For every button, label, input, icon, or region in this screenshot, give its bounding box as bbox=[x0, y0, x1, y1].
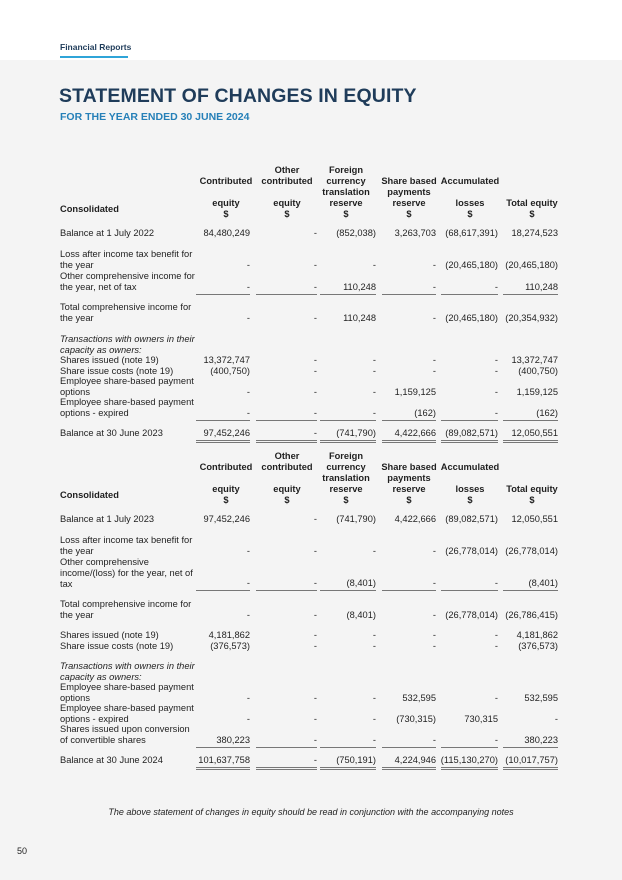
cell-value: - bbox=[494, 578, 498, 588]
cell-value: (741,790) bbox=[336, 428, 376, 438]
column-header-line: currency bbox=[326, 176, 366, 186]
cell-value: - bbox=[313, 428, 317, 438]
consolidated-label: Consolidated bbox=[60, 204, 119, 214]
cell-value: (20,465,180) bbox=[445, 313, 498, 323]
cell-value: - bbox=[313, 313, 317, 323]
row-label: Shares issued (note 19) bbox=[60, 630, 159, 640]
subtotal-rule bbox=[503, 590, 558, 591]
cell-value: (400,750) bbox=[518, 366, 558, 376]
column-header-line: $ bbox=[223, 209, 229, 219]
cell-value: (26,778,014) bbox=[505, 546, 558, 556]
cell-value: - bbox=[372, 366, 376, 376]
subtotal-rule bbox=[441, 590, 498, 591]
total-double-rule bbox=[320, 440, 376, 444]
total-double-rule bbox=[503, 767, 558, 771]
cell-value: - bbox=[313, 387, 317, 397]
cell-value: - bbox=[372, 714, 376, 724]
column-header-line: contributed bbox=[261, 176, 313, 186]
cell-value: - bbox=[372, 630, 376, 640]
cell-value: - bbox=[313, 714, 317, 724]
cell-value: 101,637,758 bbox=[198, 755, 250, 765]
row-label: Total comprehensive income for the year bbox=[60, 302, 192, 323]
total-double-rule bbox=[382, 440, 436, 444]
column-header-line: Other bbox=[274, 165, 300, 175]
page-number: 50 bbox=[17, 846, 28, 856]
subtotal-rule bbox=[256, 590, 317, 591]
cell-value: - bbox=[432, 630, 436, 640]
subtotal-rule bbox=[382, 747, 436, 748]
total-double-rule bbox=[256, 767, 317, 771]
cell-value: - bbox=[432, 641, 436, 651]
cell-value: - bbox=[246, 260, 250, 270]
cell-value: 1,159,125 bbox=[394, 387, 436, 397]
page-subtitle: FOR THE YEAR ENDED 30 JUNE 2024 bbox=[60, 111, 250, 123]
cell-value: - bbox=[432, 546, 436, 556]
subtotal-rule bbox=[196, 747, 250, 748]
consolidated-label: Consolidated bbox=[60, 490, 119, 500]
cell-value: - bbox=[246, 313, 250, 323]
cell-value: 532,595 bbox=[402, 693, 436, 703]
total-double-rule bbox=[441, 440, 498, 444]
cell-value: (115,130,270) bbox=[440, 755, 498, 765]
cell-value: 3,263,703 bbox=[394, 228, 436, 238]
column-header-line: reserve bbox=[329, 484, 363, 494]
column-header-line: equity bbox=[273, 484, 301, 494]
column-header-line: Contributed bbox=[199, 176, 253, 186]
subtotal-rule bbox=[320, 420, 376, 421]
row-label: Employee share-based payment options - expired bbox=[60, 397, 194, 418]
subtotal-rule bbox=[320, 747, 376, 748]
cell-value: - bbox=[494, 366, 498, 376]
cell-value: - bbox=[313, 355, 317, 365]
subtotal-rule bbox=[503, 420, 558, 421]
cell-value: (750,191) bbox=[336, 755, 376, 765]
cell-value: (400,750) bbox=[210, 366, 250, 376]
cell-value: - bbox=[313, 693, 317, 703]
column-header-line: translation bbox=[322, 473, 370, 483]
total-double-rule bbox=[441, 767, 498, 771]
subtotal-rule bbox=[256, 294, 317, 295]
column-header-line: $ bbox=[467, 495, 473, 505]
cell-value: - bbox=[432, 366, 436, 376]
cell-value: (8,401) bbox=[528, 578, 558, 588]
row-label: Employee share-based payment options bbox=[60, 682, 194, 703]
row-label: Shares issued (note 19) bbox=[60, 355, 159, 365]
column-header-line: contributed bbox=[261, 462, 313, 472]
column-header-line: $ bbox=[223, 495, 229, 505]
cell-value: 12,050,551 bbox=[511, 514, 558, 524]
subtotal-rule bbox=[382, 420, 436, 421]
subtotal-rule bbox=[382, 294, 436, 295]
cell-value: (376,573) bbox=[518, 641, 558, 651]
cell-value: - bbox=[313, 546, 317, 556]
subtotal-rule bbox=[320, 590, 376, 591]
cell-value: - bbox=[432, 578, 436, 588]
cell-value: - bbox=[246, 714, 250, 724]
column-header-line: $ bbox=[529, 495, 535, 505]
cell-value: 13,372,747 bbox=[203, 355, 250, 365]
cell-value: 84,480,249 bbox=[203, 228, 250, 238]
cell-value: - bbox=[313, 630, 317, 640]
column-header-line: currency bbox=[326, 462, 366, 472]
cell-value: - bbox=[372, 355, 376, 365]
column-header-line: Other bbox=[274, 451, 300, 461]
column-header-line: $ bbox=[284, 495, 290, 505]
cell-value: (8,401) bbox=[346, 610, 376, 620]
column-header-line: translation bbox=[322, 187, 370, 197]
column-header-line: reserve bbox=[392, 484, 426, 494]
cell-value: 97,452,246 bbox=[203, 428, 250, 438]
cell-value: (89,082,571) bbox=[445, 514, 498, 524]
total-double-rule bbox=[382, 767, 436, 771]
cell-value: - bbox=[432, 735, 436, 745]
subtotal-rule bbox=[441, 420, 498, 421]
cell-value: - bbox=[432, 282, 436, 292]
cell-value: - bbox=[246, 546, 250, 556]
cell-value: 4,422,666 bbox=[394, 428, 436, 438]
column-header-line: $ bbox=[406, 209, 412, 219]
cell-value: (20,354,932) bbox=[505, 313, 558, 323]
column-header-line: equity bbox=[212, 198, 240, 208]
subtotal-rule bbox=[503, 747, 558, 748]
cell-value: (741,790) bbox=[336, 514, 376, 524]
row-label: Shares issued upon conversion of convertible shares bbox=[60, 724, 190, 745]
cell-value: - bbox=[372, 693, 376, 703]
column-header-line: Total equity bbox=[506, 484, 558, 494]
cell-value: - bbox=[313, 228, 317, 238]
cell-value: 4,422,666 bbox=[394, 514, 436, 524]
cell-value: - bbox=[246, 408, 250, 418]
subtotal-rule bbox=[196, 590, 250, 591]
column-header-line: Share based bbox=[381, 176, 437, 186]
cell-value: - bbox=[494, 693, 498, 703]
row-label: Employee share-based payment options - expired bbox=[60, 703, 194, 724]
cell-value: (20,465,180) bbox=[505, 260, 558, 270]
row-label: Transactions with owners in their capacity as owners: bbox=[60, 334, 195, 355]
row-label: Balance at 30 June 2024 bbox=[60, 755, 163, 765]
cell-value: (89,082,571) bbox=[445, 428, 498, 438]
row-label: Loss after income tax benefit for the year bbox=[60, 249, 193, 270]
cell-value: 110,248 bbox=[343, 282, 376, 292]
cell-value: 532,595 bbox=[524, 693, 558, 703]
section-underline bbox=[60, 56, 128, 58]
subtotal-rule bbox=[196, 420, 250, 421]
cell-value: - bbox=[313, 366, 317, 376]
column-header-line: Share based bbox=[381, 462, 437, 472]
total-double-rule bbox=[256, 440, 317, 444]
row-label: Employee share-based payment options bbox=[60, 376, 194, 397]
cell-value: (730,315) bbox=[396, 714, 436, 724]
cell-value: 380,223 bbox=[524, 735, 558, 745]
cell-value: - bbox=[494, 355, 498, 365]
subtotal-rule bbox=[441, 294, 498, 295]
cell-value: - bbox=[313, 514, 317, 524]
column-header-line: payments bbox=[387, 473, 431, 483]
cell-value: - bbox=[372, 260, 376, 270]
cell-value: - bbox=[246, 610, 250, 620]
column-header-line: payments bbox=[387, 187, 431, 197]
column-header-line: $ bbox=[529, 209, 535, 219]
row-label: Balance at 30 June 2023 bbox=[60, 428, 163, 438]
column-header-line: losses bbox=[455, 484, 485, 494]
cell-value: 730,315 bbox=[464, 714, 498, 724]
total-double-rule bbox=[503, 440, 558, 444]
column-header-line: reserve bbox=[329, 198, 363, 208]
cell-value: - bbox=[494, 641, 498, 651]
row-label: Other comprehensive income/(loss) for the year, net of tax bbox=[60, 557, 193, 589]
row-label: Balance at 1 July 2022 bbox=[60, 228, 155, 238]
row-label: Total comprehensive income for the year bbox=[60, 599, 192, 620]
total-double-rule bbox=[196, 440, 250, 444]
cell-value: - bbox=[313, 282, 317, 292]
cell-value: - bbox=[313, 260, 317, 270]
column-header-line: $ bbox=[406, 495, 412, 505]
subtotal-rule bbox=[256, 747, 317, 748]
cell-value: (26,778,014) bbox=[445, 546, 498, 556]
cell-value: 18,274,523 bbox=[511, 228, 558, 238]
subtotal-rule bbox=[196, 294, 250, 295]
column-header-line: Accumulated bbox=[440, 462, 500, 472]
column-header-line: Total equity bbox=[506, 198, 558, 208]
cell-value: 4,224,946 bbox=[394, 755, 436, 765]
cell-value: - bbox=[494, 387, 498, 397]
cell-value: - bbox=[432, 313, 436, 323]
cell-value: 4,181,862 bbox=[516, 630, 558, 640]
cell-value: - bbox=[246, 693, 250, 703]
cell-value: - bbox=[246, 578, 250, 588]
cell-value: 110,248 bbox=[525, 282, 558, 292]
cell-value: - bbox=[432, 260, 436, 270]
cell-value: - bbox=[313, 755, 317, 765]
cell-value: (162) bbox=[414, 408, 436, 418]
cell-value: - bbox=[313, 408, 317, 418]
cell-value: (8,401) bbox=[346, 578, 376, 588]
cell-value: (26,786,415) bbox=[505, 610, 558, 620]
cell-value: - bbox=[372, 641, 376, 651]
cell-value: - bbox=[372, 735, 376, 745]
row-label: Share issue costs (note 19) bbox=[60, 366, 174, 376]
cell-value: 12,050,551 bbox=[511, 428, 558, 438]
cell-value: - bbox=[313, 610, 317, 620]
cell-value: - bbox=[372, 546, 376, 556]
cell-value: (26,778,014) bbox=[445, 610, 498, 620]
cell-value: - bbox=[313, 735, 317, 745]
cell-value: - bbox=[432, 610, 436, 620]
cell-value: (852,038) bbox=[336, 228, 376, 238]
cell-value: - bbox=[494, 735, 498, 745]
cell-value: 4,181,862 bbox=[208, 630, 250, 640]
subtotal-rule bbox=[382, 590, 436, 591]
column-header-line: reserve bbox=[392, 198, 426, 208]
column-header-line: Contributed bbox=[199, 462, 253, 472]
cell-value: - bbox=[313, 641, 317, 651]
total-double-rule bbox=[196, 767, 250, 771]
column-header-line: $ bbox=[467, 209, 473, 219]
subtotal-rule bbox=[320, 294, 376, 295]
column-header-line: $ bbox=[284, 209, 290, 219]
row-label: Balance at 1 July 2023 bbox=[60, 514, 155, 524]
subtotal-rule bbox=[256, 420, 317, 421]
column-header-line: equity bbox=[273, 198, 301, 208]
cell-value: - bbox=[313, 578, 317, 588]
total-double-rule bbox=[320, 767, 376, 771]
column-header-line: equity bbox=[212, 484, 240, 494]
cell-value: (162) bbox=[536, 408, 558, 418]
cell-value: - bbox=[372, 408, 376, 418]
cell-value: - bbox=[432, 355, 436, 365]
subtotal-rule bbox=[441, 747, 498, 748]
cell-value: - bbox=[494, 282, 498, 292]
cell-value: - bbox=[246, 282, 250, 292]
cell-value: 97,452,246 bbox=[203, 514, 250, 524]
cell-value: - bbox=[246, 387, 250, 397]
column-header-line: losses bbox=[455, 198, 485, 208]
cell-value: - bbox=[554, 714, 558, 724]
page-title: STATEMENT OF CHANGES IN EQUITY bbox=[59, 85, 417, 107]
cell-value: (20,465,180) bbox=[445, 260, 498, 270]
cell-value: (376,573) bbox=[210, 641, 250, 651]
cell-value: 13,372,747 bbox=[511, 355, 558, 365]
cell-value: (10,017,757) bbox=[505, 755, 558, 765]
cell-value: - bbox=[494, 630, 498, 640]
cell-value: 380,223 bbox=[216, 735, 250, 745]
row-label: Share issue costs (note 19) bbox=[60, 641, 174, 651]
cell-value: - bbox=[372, 387, 376, 397]
column-header-line: $ bbox=[343, 495, 349, 505]
section-label: Financial Reports bbox=[60, 42, 132, 52]
cell-value: - bbox=[494, 408, 498, 418]
cell-value: 110,248 bbox=[343, 313, 376, 323]
footnote: The above statement of changes in equity should be read in conjunction with the accompanying notes bbox=[108, 807, 514, 817]
row-label: Transactions with owners in their capacity as owners: bbox=[60, 661, 195, 682]
row-label: Other comprehensive income for the year, net of tax bbox=[60, 271, 195, 292]
column-header-line: $ bbox=[343, 209, 349, 219]
column-header-line: Foreign bbox=[328, 165, 364, 175]
row-label: Loss after income tax benefit for the year bbox=[60, 535, 193, 556]
column-header-line: Foreign bbox=[328, 451, 364, 461]
cell-value: 1,159,125 bbox=[516, 387, 558, 397]
column-header-line: Accumulated bbox=[440, 176, 500, 186]
cell-value: (68,617,391) bbox=[445, 228, 498, 238]
subtotal-rule bbox=[503, 294, 558, 295]
